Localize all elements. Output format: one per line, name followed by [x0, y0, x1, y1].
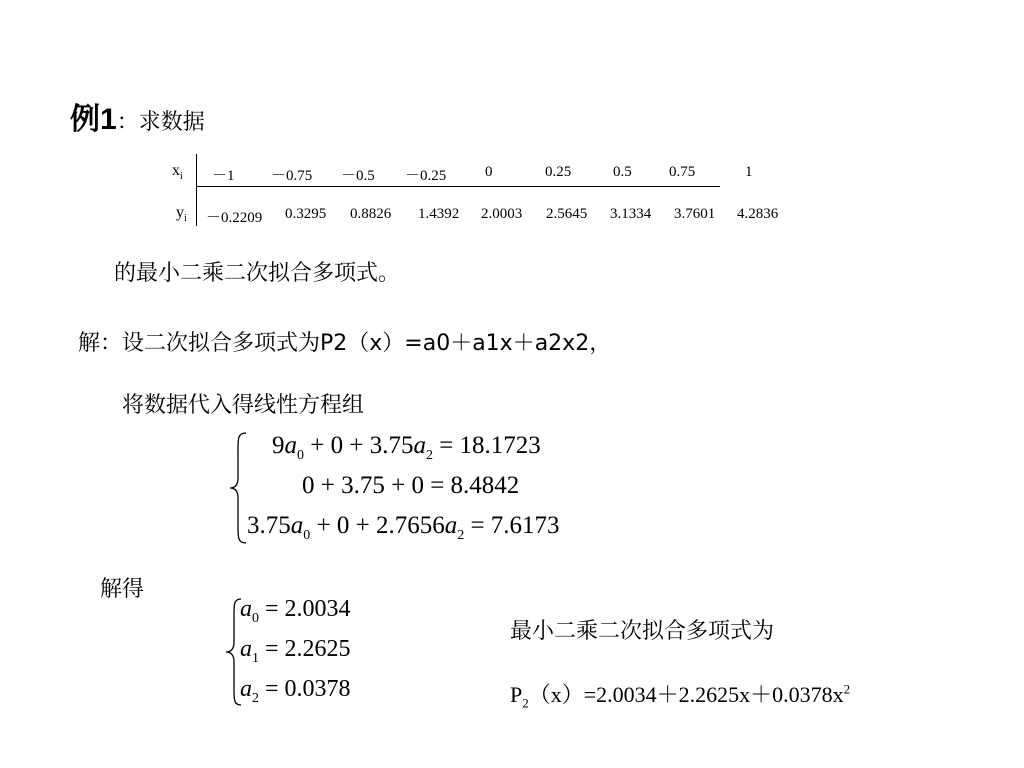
x-value: －0.25 — [405, 168, 447, 184]
y-value: 0.8826 — [350, 206, 392, 222]
x-value: －1 — [212, 168, 235, 184]
y-value: －0.2209 — [206, 210, 263, 226]
substitution-note: 将数据代入得线性方程组 — [122, 393, 365, 418]
x-value: －0.75 — [271, 168, 313, 184]
y-value: 0.3295 — [285, 206, 327, 222]
problem-statement: 的最小二乘二次拟合多项式。 — [114, 261, 401, 286]
result-label: 最小二乘二次拟合多项式为 — [510, 619, 775, 644]
equation-3: $3.75a_0 + 0 + 2.7656a_2 = 7.6173$ — [247, 512, 560, 543]
solve-label: 解得 — [100, 577, 145, 602]
y-value: 3.7601 — [674, 206, 716, 222]
y-value: 3.1334 — [610, 206, 652, 222]
final-polynomial: $P_2(x)=2.0034+2.2625x+0.0378x^2$ — [510, 681, 851, 711]
example-number: 例1 — [70, 103, 117, 136]
x-value: 0.25 — [545, 164, 572, 180]
x-value: 1 — [745, 164, 753, 180]
table-horizontal-rule — [196, 186, 720, 187]
solution-intro: 解：设二次拟合多项式为P2（x）=a0＋a1x＋a2x2， — [78, 331, 612, 356]
x-value: 0 — [485, 164, 493, 180]
solution-a1: $a_1 = 2.2625$ — [240, 636, 351, 666]
y-value: 2.5645 — [546, 206, 588, 222]
y-value: 4.2836 — [737, 206, 779, 222]
solution-a2: $a_2 = 0.0378$ — [240, 676, 351, 706]
y-value: 1.4392 — [418, 206, 460, 222]
equation-1: $9a_0 + 0 + 3.75a_2 = 18.1723$ — [272, 432, 541, 463]
x-value: －0.5 — [341, 168, 375, 184]
y-row-label: $y_i$ — [176, 204, 187, 225]
y-value: 2.0003 — [481, 206, 523, 222]
example-title — [70, 94, 205, 138]
equation-2: 0 + 3.75 + 0 = 8.4842 — [302, 472, 520, 499]
solution-a0: $a_0 = 2.0034$ — [240, 596, 351, 626]
table-vertical-rule — [196, 154, 197, 226]
x-value: 0.5 — [613, 164, 632, 180]
example-prompt: ：求数据 — [116, 110, 205, 135]
x-row-label: $x_i$ — [172, 162, 183, 183]
x-value: 0.75 — [669, 164, 696, 180]
